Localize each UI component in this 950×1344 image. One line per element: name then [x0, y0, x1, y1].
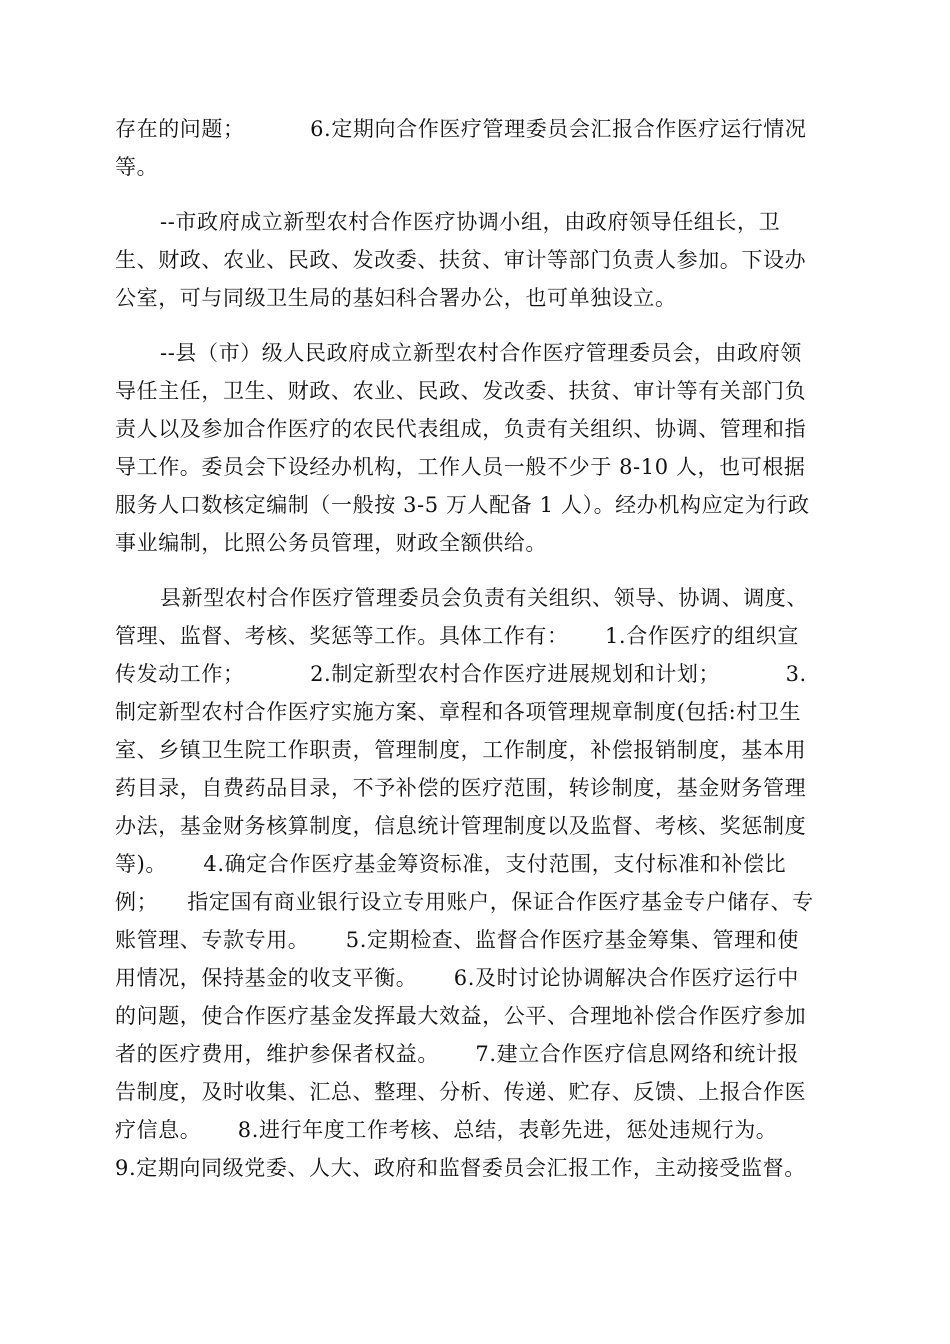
text-line: 公室，可与同级卫生局的基妇科合署办公，也可单独设立。: [115, 286, 677, 310]
text-line: 告制度，及时收集、汇总、整理、分析、传递、贮存、反馈、上报合作医: [115, 1080, 807, 1104]
text-line: 等。: [115, 155, 159, 179]
text-line: 传发动工作； 2.制定新型农村合作医疗进展规划和计划； 3.: [115, 662, 807, 686]
text-line: 导任主任，卫生、财政、农业、民政、发改委、扶贫、审计等有关部门负: [115, 379, 807, 403]
text-line: 药目录，自费药品目录，不予补偿的医疗范围，转诊制度，基金财务管理: [115, 776, 807, 800]
text-line: 账管理、专款专用。 5.定期检查、监督合作医疗基金筹集、管理和使: [115, 928, 800, 952]
text-line: 9.定期向同级党委、人大、政府和监督委员会汇报工作，主动接受监督。: [115, 1156, 806, 1180]
text-line: 导工作。委员会下设经办机构，工作人员一般不少于 8-10 人，也可根据: [115, 455, 806, 479]
text-line: 者的医疗费用，维护参保者权益。 7.建立合作医疗信息网络和统计报: [115, 1042, 800, 1066]
text-line: 疗信息。 8.进行年度工作考核、总结，表彰先进，惩处违规行为。: [115, 1118, 778, 1142]
text-line: 服务人口数核定编制（一般按 3-5 万人配备 1 人）。经办机构应定为行政: [115, 493, 810, 517]
text-line: 事业编制，比照公务员管理，财政全额供给。: [115, 531, 547, 555]
text-line: 用情况，保持基金的收支平衡。 6.及时讨论协调解决合作医疗运行中: [115, 966, 800, 990]
text-line: 生、财政、农业、民政、发改委、扶贫、审计等部门负责人参加。下设办: [115, 248, 807, 272]
text-line: 县新型农村合作医疗管理委员会负责有关组织、领导、协调、调度、: [160, 586, 808, 610]
text-line: 的问题，使合作医疗基金发挥最大效益，公平、合理地补偿合作医疗参加: [115, 1004, 807, 1028]
text-line: 制定新型农村合作医疗实施方案、章程和各项管理规章制度(包括:村卫生: [115, 700, 802, 724]
text-line: 存在的问题； 6.定期向合作医疗管理委员会汇报合作医疗运行情况: [115, 117, 807, 141]
text-line: 室、乡镇卫生院工作职责，管理制度，工作制度，补偿报销制度，基本用: [115, 738, 807, 762]
text-line: 责人以及参加合作医疗的农民代表组成，负责有关组织、协调、管理和指: [115, 417, 807, 441]
text-line: 等)。 4.确定合作医疗基金筹资标准，支付范围，支付标准和补偿比: [115, 852, 787, 876]
text-line: --县（市）级人民政府成立新型农村合作医疗管理委员会，由政府领: [160, 341, 802, 365]
text-line: --市政府成立新型农村合作医疗协调小组，由政府领导任组长，卫: [160, 210, 781, 234]
text-line: 例； 指定国有商业银行设立专用账户，保证合作医疗基金专户储存、专: [115, 890, 814, 914]
text-line: 管理、监督、考核、奖惩等工作。具体工作有： 1.合作医疗的组织宣: [115, 624, 800, 648]
text-line: 办法，基金财务核算制度，信息统计管理制度以及监督、考核、奖惩制度: [115, 814, 807, 838]
